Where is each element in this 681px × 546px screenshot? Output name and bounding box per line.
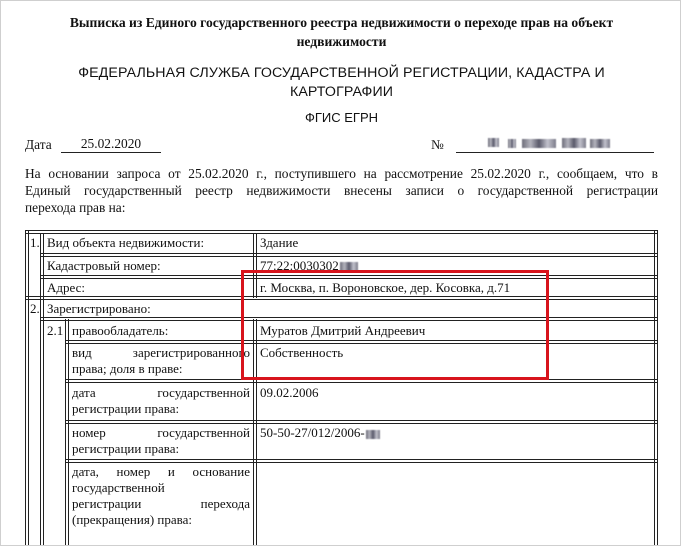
reg-number-value <box>260 425 380 441</box>
right-type-value: Собственность <box>260 345 344 360</box>
date-value: 25.02.2020 <box>61 136 161 153</box>
title-line-1: Выписка из Единого государственного реестра недвижимости о переходе прав на объект <box>69 15 614 30</box>
document-title <box>21 13 662 51</box>
reg-number-label-line-2: регистрации права: <box>72 441 180 456</box>
cadastral-label: Кадастровый номер: <box>47 258 161 273</box>
redaction-blur <box>522 139 556 148</box>
sub-num-col-line <box>65 319 66 546</box>
reg-date-label <box>72 385 250 417</box>
intro-paragraph <box>25 165 658 216</box>
right-type-label-line-1: вид зарегистрированного <box>72 345 250 360</box>
basis-label-line-1: дата, номер и основание <box>72 464 250 479</box>
basis-label <box>72 464 250 528</box>
redaction-blur <box>508 139 516 148</box>
basis-label-line-2: государственной <box>72 480 165 495</box>
number-value-redacted <box>456 136 654 153</box>
row-line <box>65 382 657 383</box>
row-line <box>40 253 657 254</box>
address-value: г. Москва, п. Вороновское, дер. Косовка, д.71 <box>260 280 511 295</box>
object-type-value: Здание <box>260 235 299 250</box>
intro-line-1: На основании запроса от 25.02.2020 г., поступившего на рассмотрение 25.02.2020 г., сообщаем, что в <box>25 166 658 181</box>
cadastral-number: 77:22:0030302 <box>260 258 339 273</box>
basis-label-line-3: регистрации перехода <box>72 496 250 511</box>
object-type-label: Вид объекта недвижимости: <box>47 235 205 250</box>
table-border-top-inner <box>25 233 658 234</box>
title-line-2: недвижимости <box>296 34 387 49</box>
table-border-left-inner <box>28 230 29 546</box>
table-border-top <box>25 230 658 231</box>
agency-line-2: КАРТОГРАФИИ <box>289 84 394 100</box>
number-label: № <box>431 137 444 152</box>
holder-label: правообладатель: <box>72 323 169 338</box>
registered-label: Зарегистрировано: <box>47 301 151 316</box>
row-line <box>65 462 657 463</box>
redaction-blur <box>366 430 380 439</box>
right-type-label <box>72 345 250 377</box>
table-border-right-inner <box>657 230 658 546</box>
right-type-label-line-2: права; доля в праве: <box>72 361 183 376</box>
sub-num-col-line-inner <box>68 319 69 546</box>
redaction-blur <box>590 139 610 148</box>
num-col-line-inner <box>43 233 44 546</box>
agency-line-1: ФЕДЕРАЛЬНАЯ СЛУЖБА ГОСУДАРСТВЕННОЙ РЕГИСТРАЦИИ, КАДАСТРА И <box>78 65 605 81</box>
redaction-blur <box>562 138 586 148</box>
basis-label-line-4: (прекращения) права: <box>72 512 192 527</box>
row-number-2: 2. <box>30 301 40 316</box>
row-line <box>65 423 657 424</box>
reg-number: 50-50-27/012/2006- <box>260 425 365 440</box>
reg-date-label-line-1: дата государственной <box>72 385 250 400</box>
row-line <box>65 420 657 421</box>
system-name: ФГИС ЕГРН <box>304 110 379 125</box>
sub-row-number: 2.1 <box>47 323 64 338</box>
row-line <box>65 459 657 460</box>
reg-date-value: 09.02.2006 <box>260 385 319 400</box>
date-label: Дата <box>25 137 52 152</box>
table-border-left <box>25 230 26 546</box>
agency-name <box>31 64 652 102</box>
address-label: Адрес: <box>47 280 85 295</box>
row-line <box>40 256 657 257</box>
highlight-box <box>241 270 549 380</box>
holder-value: Муратов Дмитрий Андреевич <box>260 323 426 338</box>
num-col-line <box>40 233 41 546</box>
intro-line-3: перехода прав на: <box>25 200 126 215</box>
row-number-1: 1. <box>30 235 40 250</box>
reg-number-label-line-1: номер государственной <box>72 425 250 440</box>
intro-line-2: Единый государственный реестр недвижимости внесены записи о государственной регистрации <box>25 183 658 198</box>
reg-date-label-line-2: регистрации права: <box>72 401 180 416</box>
reg-number-label <box>72 425 250 457</box>
redaction-blur <box>488 138 499 147</box>
